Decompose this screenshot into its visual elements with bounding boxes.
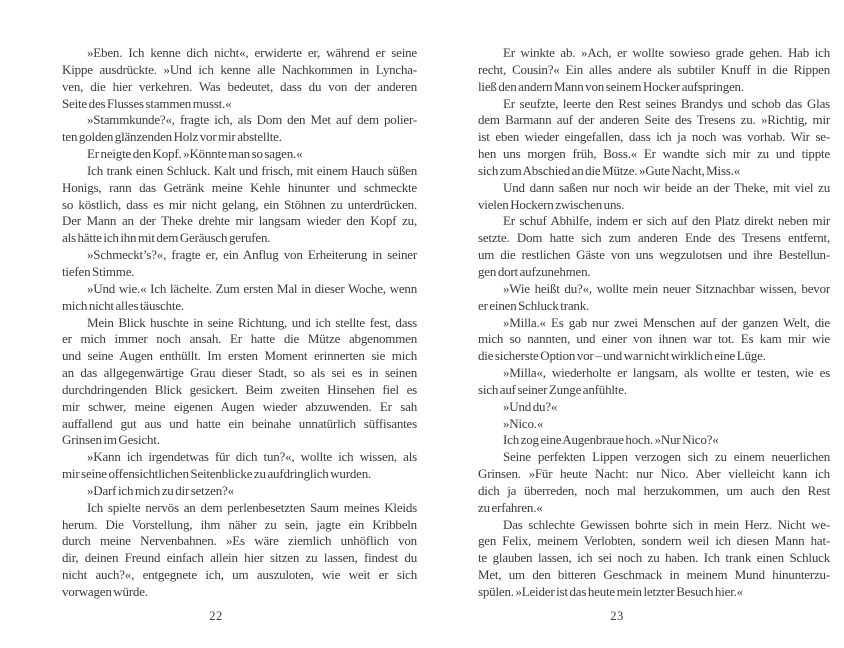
- text-line: herum. Die Vorstellung, ihm näher zu sein, jagte ein Kribbeln: [62, 516, 417, 532]
- text-line: dem Barmann auf der anderen Seite des Tresens zu. »Richtig, mir: [478, 112, 830, 128]
- text-line: auffallend gut aus und hatte ein beinahe unnatürlich süffisantes: [62, 415, 417, 431]
- text-line: Seite des Flusses stammen musst.«: [62, 95, 232, 111]
- text-line: Ich trank einen Schluck. Kalt und frisch, mit einem Hauch süßen: [87, 162, 417, 178]
- text-line: Er seufzte, leerte den Rest seines Brandys und schob das Glas: [503, 95, 830, 111]
- text-line: ist eben wieder eingefallen, dass ich ja noch was vorhab. Wir se-: [478, 129, 830, 145]
- text-line: »Milla«, wiederholte er langsam, als wollte er testen, wie es: [503, 365, 830, 381]
- text-line: vielen Hockern zwischen uns.: [478, 196, 625, 212]
- text-line: mich so nannten, und einer von ihnen war tot. Es kam mir wie: [478, 331, 830, 347]
- text-line: »Darf ich mich zu dir setzen?«: [87, 482, 234, 498]
- text-line: Grinsen im Gesicht.: [62, 432, 160, 448]
- text-line: ven, die hier verkehren. Was bedeutet, dass du von der anderen: [62, 78, 417, 94]
- text-line: so köstlich, dass es mir nicht gelang, ein Stöhnen zu unterdrücken.: [62, 196, 417, 212]
- text-line: gen dort aufzunehmen.: [478, 263, 591, 279]
- text-line: Er winkte ab. »Ach, er wollte sowieso grade gehen. Hab ich: [503, 45, 830, 60]
- text-line: zu erfahren.«: [478, 499, 543, 515]
- text-line: vorwagen würde.: [62, 584, 148, 599]
- text-line: durch meine Nervenbahnen. »Es wäre ziemlich unhöflich von: [62, 533, 417, 549]
- text-line: setzte. Dom hatte sich zum anderen Ende des Tresens entfernt,: [478, 230, 830, 246]
- text-line: »Nico.«: [503, 415, 544, 431]
- text-line: Seine perfekten Lippen verzogen sich zu einem neuerlichen: [503, 449, 830, 465]
- text-line: gen Felix, meinem Verlobten, sondern weil ich diesen Mann hat-: [478, 533, 830, 549]
- text-line: Ich zog eine Augenbraue hoch. »Nur Nico?«: [503, 432, 719, 448]
- text-line: um die restlichen Gäste von uns wegzulotsen und ihre Bestellun-: [478, 247, 830, 263]
- text-line: ten golden glänzenden Holz vor mir abstellte.: [62, 129, 282, 145]
- text-line: ließ den andern Mann von seinem Hocker aufspringen.: [478, 78, 744, 94]
- text-line: und seine Augen enthüllt. Im ersten Moment erinnerten sie mich: [62, 348, 417, 364]
- text-line: Mein Blick huschte in seine Richtung, und ich stellte fest, dass: [87, 314, 417, 330]
- text-line: »Und du?«: [503, 398, 558, 414]
- text-line: »Und wie.« Ich lächelte. Zum ersten Mal in dieser Woche, wenn: [87, 280, 417, 296]
- text-line: »Schmeckt’s?«, fragte er, ein Anflug von Erheiterung in seiner: [87, 247, 417, 263]
- text-line: an das allgegenwärtige Grau dieser Stadt, so als sei es in seinen: [62, 365, 417, 381]
- text-line: er mich immer noch ansah. Er hatte die Mütze abgenommen: [62, 331, 417, 347]
- text-line: mich nicht alles täuschte.: [62, 297, 185, 313]
- page-number-left: 22: [209, 609, 223, 623]
- text-line: Das schlechte Gewissen bohrte sich in mein Herz. Nicht we-: [503, 516, 830, 532]
- text-line: er einen Schluck trank.: [478, 297, 590, 313]
- text-line: als hätte ich ihn mit dem Geräusch gerufen.: [62, 230, 271, 246]
- text-line: hen uns morgen früh, Boss.« Er wandte sich mir zu und tippte: [478, 146, 830, 162]
- text-line: nicht auch?«, entgegnete ich, um auszuloten, wie weit er sich: [62, 567, 417, 583]
- page-number-right: 23: [610, 609, 624, 623]
- text-line: dich ja überreden, noch mal herzukommen, um auch den Rest: [478, 482, 830, 498]
- text-line: »Kann ich irgendetwas für dich tun?«, wollte ich wissen, als: [87, 449, 417, 465]
- text-line: sich zum Abschied an die Mütze. »Gute Nacht, Miss.«: [478, 162, 741, 178]
- text-line: Der Mann an der Theke drehte mir langsam wieder den Kopf zu,: [62, 213, 417, 229]
- text-line: Und dann saßen nur noch wir beide an der Theke, mit viel zu: [503, 179, 830, 195]
- text-line: Ich spielte nervös an dem perlenbesetzten Saum meines Kleids: [87, 499, 417, 515]
- text-line: spülen. »Leider ist das heute mein letzter Besuch hier.«: [478, 584, 743, 599]
- text-line: Er schuf Abhilfe, indem er sich auf den Platz direkt neben mir: [503, 213, 830, 229]
- text-line: Kippe ausdrückte. »Und ich kenne alle Nachkommen in Lyncha-: [62, 61, 417, 77]
- text-line: durchdringenden Blick gesickert. Beim zweiten Hinsehen fiel es: [62, 381, 417, 397]
- text-line: »Stammkunde?«, fragte ich, als Dom den Met auf dem polier-: [87, 112, 417, 128]
- text-line: »Wie heißt du?«, wollte mein neuer Sitznachbar wissen, bevor: [503, 280, 830, 296]
- text-line: tiefen Stimme.: [62, 263, 135, 279]
- text-line: sich auf seiner Zunge anfühlte.: [478, 381, 627, 397]
- text-line: Grinsen. »Für heute Nacht: nur Nico. Aber vielleicht kann ich: [478, 466, 830, 482]
- text-line: die sicherste Option vor – und war nicht wirklich eine Lüge.: [478, 348, 766, 364]
- text-line: te glauben lassen, ich sei noch zu haben. Ich trank einen Schluck: [478, 550, 830, 566]
- text-line: Er neigte den Kopf. »Könnte man so sagen.«: [87, 146, 303, 162]
- text-line: mir seine offensichtlichen Seitenblicke zu aufdringlich wurden.: [62, 466, 372, 482]
- text-line: recht, Cousin?« Ein alles andere als subtiler Knuff in die Rippen: [478, 61, 830, 77]
- page-left-text: [62, 45, 417, 601]
- text-line: dir, deinen Freund einfach allein hier sitzen zu lassen, findest du: [62, 550, 417, 566]
- text-line: Met, um den bitteren Geschmack in meinem Mund hinunterzu-: [478, 567, 830, 583]
- text-line: »Milla.« Es gab nur zwei Menschen auf der ganzen Welt, die: [503, 314, 830, 330]
- text-line: mir schwer, meine eigenen Augen wieder abzuwenden. Er sah: [62, 398, 417, 414]
- text-line: Honigs, rann das Getränk meine Kehle hinunter und schmeckte: [62, 179, 417, 195]
- page-right-text: [478, 45, 830, 601]
- text-line: »Eben. Ich kenne dich nicht«, erwiderte er, während er seine: [87, 45, 417, 60]
